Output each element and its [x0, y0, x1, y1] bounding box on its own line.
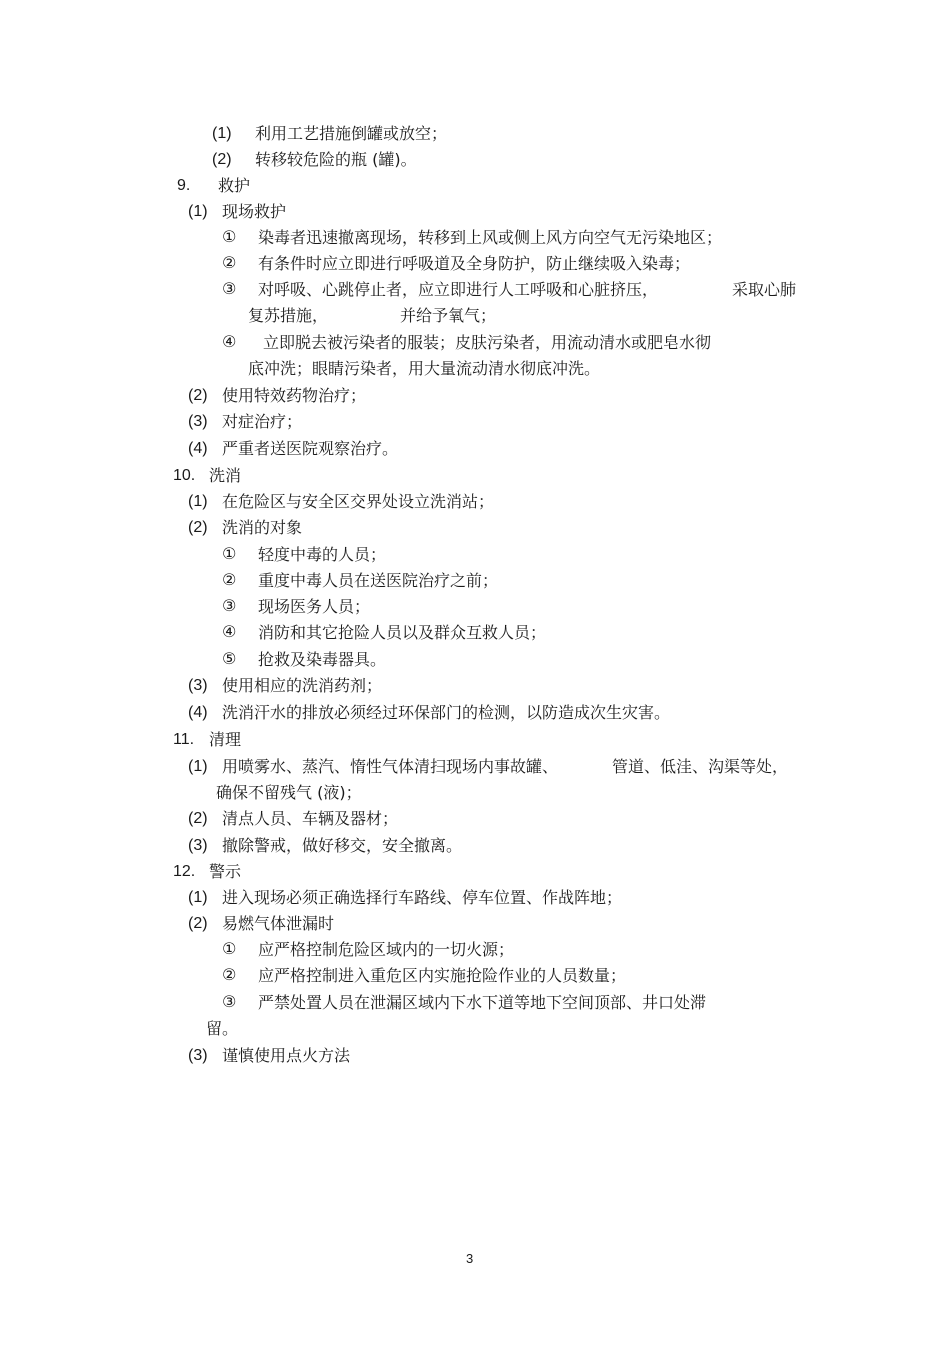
line-text: 应严格控制危险区域内的一切火源； — [258, 940, 515, 959]
item-number: ③ — [222, 598, 237, 615]
line-text: 留。 — [206, 1019, 239, 1038]
item-number: ① — [222, 941, 237, 958]
item-number: 9. — [177, 177, 191, 194]
line-text: 现场医务人员； — [258, 597, 371, 616]
line-text: 清点人员、车辆及器材； — [222, 809, 399, 828]
line-text: 洗消汗水的排放必须经过环保部门的检测，以防造成次生灾害。 — [222, 703, 671, 722]
item-number: (4) — [188, 704, 208, 721]
line-text: 转移较危险的瓶 (罐)。 — [255, 150, 417, 169]
item-number: 11. — [173, 731, 195, 748]
line-text: 在危险区与安全区交界处设立洗消站； — [222, 492, 495, 511]
item-number: 10. — [173, 467, 196, 484]
item-number: (2) — [212, 151, 232, 168]
line-text: 警示 — [209, 862, 242, 881]
item-number: (2) — [188, 915, 208, 932]
item-number: (3) — [188, 1047, 208, 1064]
line-text: 严禁处置人员在泄漏区域内下水下道等地下空间顶部、井口处滞 — [258, 993, 707, 1012]
line-text: 立即脱去被污染者的服装；皮肤污染者，用流动清水或肥皂水彻 — [263, 333, 712, 352]
item-number: (1) — [188, 493, 208, 510]
line-text: 底冲洗；眼睛污染者，用大量流动清水彻底冲洗。 — [248, 359, 601, 378]
line-text: 利用工艺措施倒罐或放空； — [255, 124, 448, 143]
line-text: 抢救及染毒器具。 — [258, 650, 387, 669]
item-number: 12. — [173, 863, 196, 880]
line-text: 对呼吸、心跳停止者，应立即进行人工呼吸和心脏挤压， — [258, 280, 659, 299]
line-text: 应严格控制进入重危区内实施抢险作业的人员数量； — [258, 966, 627, 985]
line-text: 谨慎使用点火方法 — [222, 1046, 351, 1065]
item-number: ① — [222, 229, 237, 246]
line-text: 现场救护 — [222, 202, 287, 221]
line-text: 轻度中毒的人员； — [258, 545, 387, 564]
item-number: ② — [222, 255, 237, 272]
item-number: ⑤ — [222, 651, 237, 668]
item-number: ② — [222, 572, 237, 589]
item-number: ④ — [222, 334, 237, 351]
item-number: ③ — [222, 281, 237, 298]
item-number: (2) — [188, 387, 208, 404]
item-number: (3) — [188, 677, 208, 694]
item-number: ② — [222, 967, 237, 984]
line-text: 救护 — [218, 176, 251, 195]
item-number: (3) — [188, 413, 208, 430]
item-number: (2) — [188, 810, 208, 827]
line-text: 有条件时应立即进行呼吸道及全身防护，防止继续吸入染毒； — [258, 254, 691, 273]
item-number: ① — [222, 546, 237, 563]
line-text: 并给予氧气； — [400, 306, 497, 325]
line-text: 使用特效药物治疗； — [222, 386, 367, 405]
item-number: (1) — [188, 889, 208, 906]
line-text: 用喷雾水、蒸汽、惰性气体清扫现场内事故罐、 — [222, 757, 559, 776]
item-number: ③ — [222, 994, 237, 1011]
line-text: 易燃气体泄漏时 — [222, 914, 335, 933]
item-number: (1) — [212, 125, 232, 142]
item-number: (2) — [188, 519, 208, 536]
item-number: (1) — [188, 758, 208, 775]
item-number: (4) — [188, 440, 208, 457]
line-text: 管道、低洼、沟渠等处， — [612, 757, 789, 776]
line-text: 重度中毒人员在送医院治疗之前； — [258, 571, 499, 590]
line-text: 使用相应的洗消药剂； — [222, 676, 383, 695]
item-number: (3) — [188, 837, 208, 854]
line-text: 消防和其它抢险人员以及群众互救人员； — [258, 623, 547, 642]
item-number: (1) — [188, 203, 208, 220]
line-text: 确保不留残气 (液)； — [216, 783, 362, 802]
line-text: 采取心肺 — [732, 280, 797, 299]
line-text: 清理 — [209, 730, 242, 749]
line-text: 洗消 — [209, 466, 242, 485]
line-text: 染毒者迅速撤离现场，转移到上风或侧上风方向空气无污染地区； — [258, 228, 723, 247]
line-text: 对症治疗； — [222, 412, 303, 431]
line-text: 撤除警戒，做好移交，安全撤离。 — [222, 836, 463, 855]
line-text: 洗消的对象 — [222, 518, 303, 537]
line-text: 进入现场必须正确选择行车路线、停车位置、作战阵地； — [222, 888, 623, 907]
page-number: 3 — [466, 1251, 474, 1266]
item-number: ④ — [222, 624, 237, 641]
line-text: 复苏措施， — [248, 306, 329, 325]
line-text: 严重者送医院观察治疗。 — [222, 439, 399, 458]
